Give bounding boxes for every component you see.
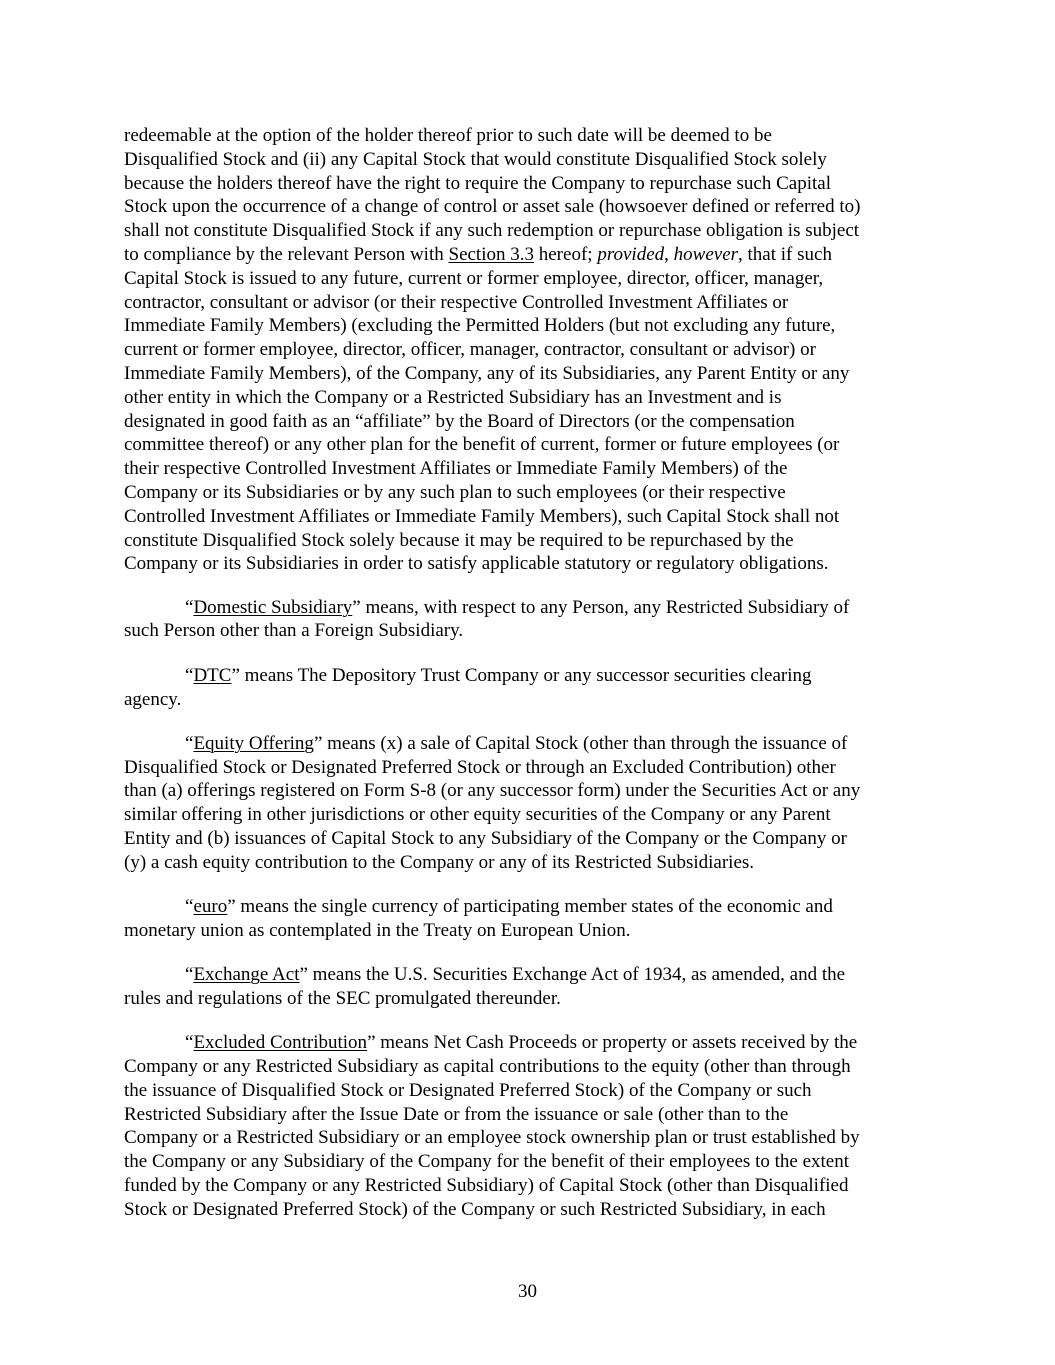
text-line <box>124 963 934 987</box>
page-number: 30 <box>518 1281 537 1302</box>
open-quote: “ <box>185 664 194 686</box>
open-quote: “ <box>185 964 194 986</box>
text-line: committee thereof) or any other plan for the benefit of current, former or future employees (or <box>124 434 840 456</box>
defined-term: Domestic Subsidiary <box>193 596 353 618</box>
continued-paragraph <box>124 124 934 576</box>
text-line: Company or its Subsidiaries in order to satisfy applicable statutory or regulatory obligations. <box>124 553 829 575</box>
text-line: because the holders thereof have the right to require the Company to repurchase such Capital <box>124 172 831 194</box>
text-line <box>124 664 934 688</box>
open-quote: “ <box>185 896 194 918</box>
text-line: (y) a cash equity contribution to the Company or any of its Restricted Subsidiaries. <box>124 851 755 873</box>
text-line: Company or a Restricted Subsidiary or an employee stock ownership plan or trust established by <box>124 1127 860 1149</box>
text-line: agency. <box>124 688 182 710</box>
italic-term: however <box>673 243 739 265</box>
text-line: Restricted Subsidiary after the Issue Date or from the issuance or sale (other than to the <box>124 1103 789 1125</box>
text-fragment: to compliance by the relevant Person with <box>124 243 449 265</box>
text-fragment: ” means, with respect to any Person, any Restricted Subsidiary of <box>352 596 850 618</box>
section-reference: Section 3.3 <box>448 243 534 265</box>
definition-dtc <box>124 664 934 712</box>
open-quote: “ <box>185 732 194 754</box>
text-line: Company or any Restricted Subsidiary as capital contributions to the equity (other than through <box>124 1056 851 1078</box>
text-line <box>124 895 934 919</box>
defined-term: Excluded Contribution <box>193 1032 368 1054</box>
text-line: redeemable at the option of the holder thereof prior to such date will be deemed to be <box>124 125 772 146</box>
text-line: similar offering in other jurisdictions or other equity securities of the Company or any Parent <box>124 804 831 826</box>
text-line: the issuance of Disqualified Stock or Designated Preferred Stock) of the Company or such <box>124 1079 812 1101</box>
text-fragment: , <box>664 243 674 265</box>
text-line: current or former employee, director, officer, manager, contractor, consultant or advisor) or <box>124 339 816 361</box>
text-line: Disqualified Stock and (ii) any Capital Stock that would constitute Disqualified Stock solely <box>124 148 827 170</box>
text-line <box>124 243 934 267</box>
text-line: the Company or any Subsidiary of the Company for the benefit of their employees to the extent <box>124 1151 849 1173</box>
defined-term: Equity Offering <box>193 732 314 754</box>
text-line: contractor, consultant or advisor (or their respective Controlled Investment Affiliates or <box>124 291 789 313</box>
text-line: such Person other than a Foreign Subsidiary. <box>124 620 464 642</box>
text-line: Stock or Designated Preferred Stock) of the Company or such Restricted Subsidiary, in each <box>124 1198 826 1220</box>
text-fragment: ” means (x) a sale of Capital Stock (other than through the issuance of <box>313 732 848 754</box>
text-line: Immediate Family Members), of the Company, any of its Subsidiaries, any Parent Entity or any <box>124 362 850 384</box>
text-line: Capital Stock is issued to any future, current or former employee, director, officer, manager, <box>124 267 824 289</box>
document-body <box>124 124 934 1242</box>
defined-term: euro <box>193 896 228 918</box>
text-line: Controlled Investment Affiliates or Immediate Family Members), such Capital Stock shall not <box>124 505 840 527</box>
defined-term: Exchange Act <box>193 964 300 986</box>
text-line: constitute Disqualified Stock solely because it may be required to be repurchased by the <box>124 529 794 551</box>
text-line: Stock upon the occurrence of a change of control or asset sale (howsoever defined or referred to) <box>124 196 861 218</box>
text-line: funded by the Company or any Restricted Subsidiary) of Capital Stock (other than Disqualified <box>124 1175 849 1197</box>
definition-excluded-contribution <box>124 1031 934 1221</box>
text-line: shall not constitute Disqualified Stock if any such redemption or repurchase obligation is subject <box>124 220 860 242</box>
text-line: Entity and (b) issuances of Capital Stock to any Subsidiary of the Company or the Company or <box>124 828 847 850</box>
open-quote: “ <box>185 596 194 618</box>
text-line <box>124 1031 934 1055</box>
definition-domestic-subsidiary <box>124 596 934 644</box>
text-line: monetary union as contemplated in the Treaty on European Union. <box>124 919 631 941</box>
text-line: Disqualified Stock or Designated Preferred Stock or through an Excluded Contribution) other <box>124 756 836 778</box>
definition-euro <box>124 895 934 943</box>
text-line: than (a) offerings registered on Form S-8 (or any successor form) under the Securities Act or any <box>124 780 861 802</box>
text-line: Immediate Family Members) (excluding the Permitted Holders (but not excluding any future, <box>124 315 836 337</box>
open-quote: “ <box>185 1032 194 1054</box>
defined-term: DTC <box>193 664 232 686</box>
text-fragment: ” means the single currency of participating member states of the economic and <box>227 896 833 918</box>
definition-exchange-act <box>124 963 934 1011</box>
text-fragment: hereof; <box>534 243 598 265</box>
text-line: other entity in which the Company or a Restricted Subsidiary has an Investment and is <box>124 386 782 408</box>
text-fragment: ” means The Depository Trust Company or any successor securities clearing <box>231 664 812 686</box>
text-line: their respective Controlled Investment Affiliates or Immediate Family Members) of the <box>124 458 788 480</box>
italic-term: provided <box>597 243 665 265</box>
text-line <box>124 596 934 620</box>
text-line: rules and regulations of the SEC promulgated thereunder. <box>124 988 561 1009</box>
text-line <box>124 732 934 756</box>
text-fragment: ” means the U.S. Securities Exchange Act of 1934, as amended, and the <box>299 964 846 986</box>
text-line: Company or its Subsidiaries or by any such plan to such employees (or their respective <box>124 481 786 503</box>
text-line: designated in good faith as an “affiliate” by the Board of Directors (or the compensation <box>124 410 795 432</box>
text-fragment: , that if such <box>738 243 832 265</box>
text-fragment: ” means Net Cash Proceeds or property or assets received by the <box>367 1032 858 1054</box>
definition-equity-offering <box>124 732 934 875</box>
